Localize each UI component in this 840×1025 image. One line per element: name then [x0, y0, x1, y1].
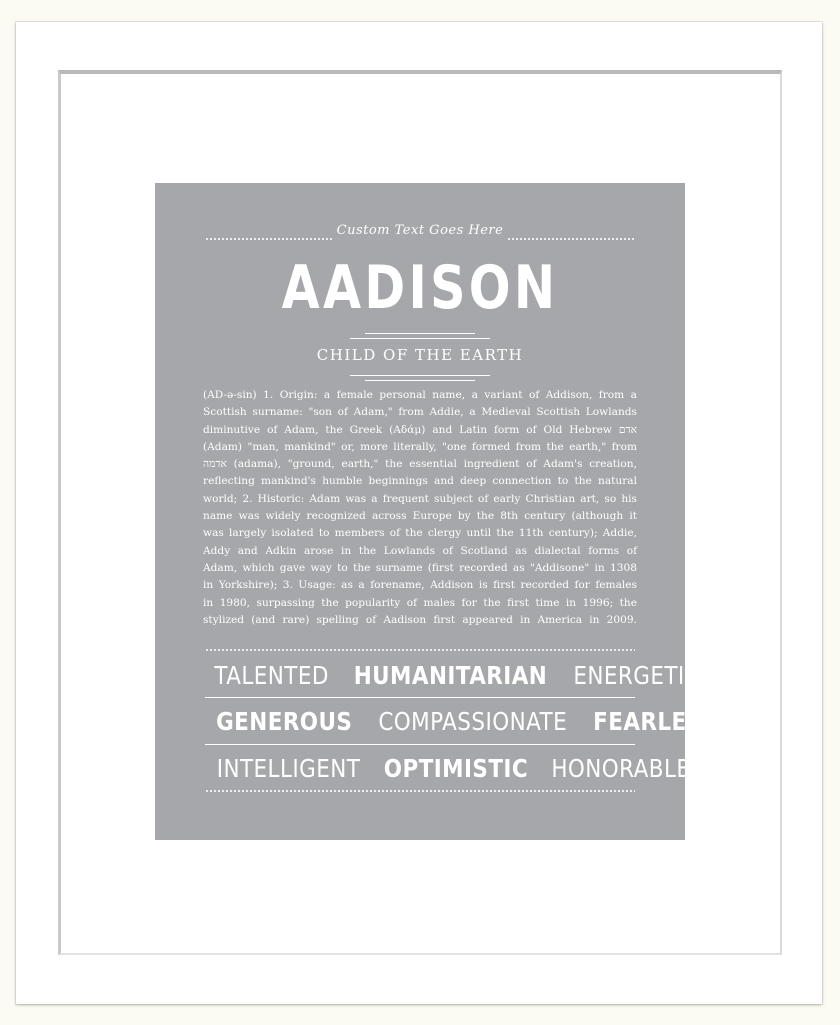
definition-line: stylized (and rare) spelling of Aadison first appeared in America in 2009. — [203, 613, 637, 626]
trait-separator-1 — [205, 697, 635, 698]
trait-word: INTELLIGENT — [216, 753, 361, 783]
trait-word: TALENTED — [214, 660, 329, 690]
trait-separator-2 — [205, 744, 635, 745]
trait-word: GENEROUS — [216, 706, 353, 736]
trait-word: OPTIMISTIC — [383, 753, 529, 783]
definition-line: Scottish surname: "son of Adam," from Addie, a Medieval Scottish Lowlands — [203, 406, 637, 419]
dotted-divider-traits-bottom — [205, 790, 635, 792]
dotted-divider-traits-top — [205, 649, 635, 651]
trait-word: HUMANITARIAN — [353, 660, 548, 690]
definition-line: in 1980, surpassing the popularity of males for the first time in 1996; the — [203, 596, 637, 609]
divider-upper-2 — [350, 338, 490, 339]
dotted-divider-left — [205, 238, 333, 240]
definition-line: (Adam) "man, mankind" or, more literally, "one formed from the earth," from — [203, 440, 637, 453]
dotted-divider-right — [507, 238, 635, 240]
trait-row-2 — [205, 704, 718, 738]
trait-word: ENERGETIC — [573, 660, 701, 690]
trait-row-1 — [205, 658, 701, 692]
definition-line: was largely isolated to members of the clergy until the 11th century); Addie, — [203, 527, 637, 540]
definition-line: in Yorkshire); 3. Usage: as a forename, Addison is first recorded for females — [203, 579, 637, 592]
divider-upper-1 — [365, 333, 475, 334]
trait-word: FEARLESS — [593, 706, 718, 736]
definition-line: name was widely recognized across Europe by the 8th century (although it — [203, 510, 637, 523]
trait-word: HONORABLE — [551, 753, 691, 783]
name-heading: AADISON — [281, 253, 559, 323]
definition-line: world; 2. Historic: Adam was a frequent subject of early Christian art, so his — [203, 492, 637, 505]
divider-lower-1 — [350, 375, 490, 376]
definition-line: reflecting mankind's humble beginnings and deep connection to the natural — [203, 475, 637, 488]
custom-tagline: Custom Text Goes Here — [336, 223, 504, 238]
definition-line: Addy and Adkin arose in the Lowlands of Scotland as dialectal forms of — [203, 544, 637, 557]
definition-line: אדמה (adama), "ground, earth," the essential ingredient of Adam's creation, — [203, 458, 637, 471]
name-definition — [203, 387, 637, 629]
trait-word: COMPASSIONATE — [378, 706, 568, 736]
definition-line: Adam, which gave way to the surname (first recorded as "Addisone" in 1308 — [203, 561, 637, 574]
name-print-panel — [155, 183, 718, 840]
definition-line: diminutive of Adam, the Greek (Αδάμ) and Latin form of Old Hebrew אדם — [203, 423, 637, 436]
definition-line: (AD-ə-sin) 1. Origin: a female personal name, a variant of Addison, from a — [203, 389, 637, 401]
tagline-row — [205, 223, 635, 249]
name-meaning: CHILD OF THE EARTH — [316, 346, 524, 364]
divider-lower-2 — [365, 380, 475, 381]
trait-row-3 — [205, 751, 691, 785]
